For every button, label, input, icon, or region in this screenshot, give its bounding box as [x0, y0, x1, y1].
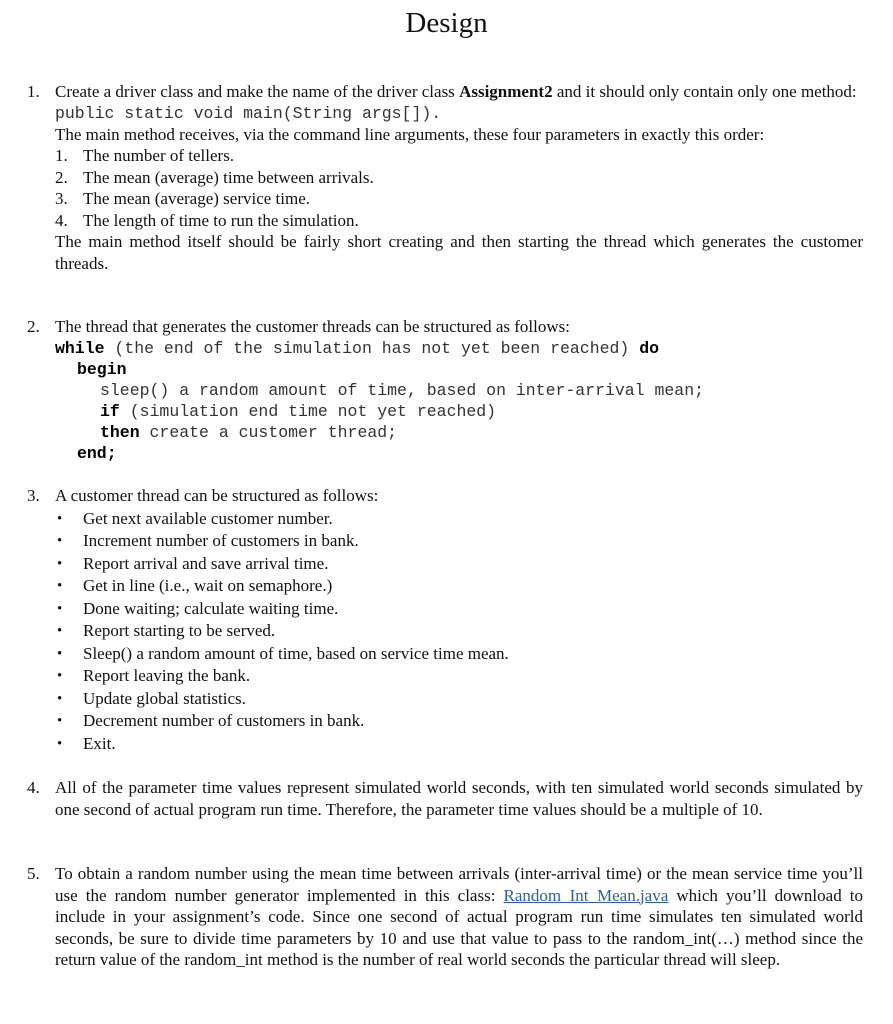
list-item: • Increment number of customers in bank. [55, 530, 863, 553]
bullet-icon: • [57, 533, 63, 549]
item-1-intro: Create a driver class and make the name of the driver class Assignment2 and it should only contain only one method: [55, 82, 857, 101]
bullet-icon: • [57, 623, 63, 639]
param-item: 3. The mean (average) service time. [55, 189, 311, 208]
item-number: 4. [27, 778, 40, 797]
param-item: 1. The number of tellers. [55, 146, 235, 165]
list-item: • Decrement number of customers in bank. [55, 710, 863, 733]
bullet-icon: • [57, 690, 63, 707]
bullet-icon: • [57, 600, 63, 617]
list-item: • Report arrival and save arrival time. [55, 553, 863, 576]
item-number: 5. [27, 864, 40, 883]
bullet-icon: • [57, 668, 63, 684]
item-3-intro: A customer thread can be structured as follows: [55, 486, 379, 505]
list-item: • Report leaving the bank. [55, 665, 863, 688]
code-while-line: while (the end of the simulation has not yet been reached) do [55, 338, 660, 358]
list-item: • Done waiting; calculate waiting time. [55, 598, 863, 621]
item-2-intro: The thread that generates the customer threads can be structured as follows: [55, 317, 570, 336]
bullet-icon: • [57, 645, 63, 662]
code-begin-line: begin [77, 359, 127, 379]
list-item: • Update global statistics. [55, 688, 863, 711]
param-item: 2. The mean (average) time between arrivals. [55, 167, 374, 187]
item-body [55, 316, 863, 464]
item-1-closing: The main method itself should be fairly short creating and then starting the thread which generates the customer threads. [55, 232, 863, 273]
bullet-icon: • [57, 713, 63, 729]
param-item: 4. The length of time to run the simulation. [55, 210, 359, 230]
bullet-icon: • [57, 578, 63, 594]
item-number: 3. [27, 486, 40, 505]
random-int-mean-link[interactable]: Random_Int_Mean.java [503, 885, 669, 905]
code-end-line: end; [77, 443, 117, 463]
item-body [55, 485, 863, 755]
item-5-text: To obtain a random number using the mean time between arrivals (inter-arrival time) or the mean service time you’ll use the random number generator implemented in this class: Random_Int_Mean.java which you’ll download to include in your assignment’s code. Since one second of actual program run time simulates ten simulated world seconds, be sure to divide time parameters by 10 and use that value to pass to the random_int(…) method since the return value of the random_int method is the number of real world seconds the particular thread will sleep. [55, 864, 864, 969]
page-title: Design [405, 7, 488, 39]
list-item: • Get next available customer number. [55, 508, 863, 531]
list-item: • Sleep() a random amount of time, based on service time mean. [55, 643, 863, 666]
list-item: • Get in line (i.e., wait on semaphore.) [55, 575, 863, 598]
list-item: • Exit. [55, 733, 863, 756]
driver-class-name: Assignment2 [459, 82, 553, 101]
code-then-line: then create a customer thread; [100, 422, 398, 442]
item-number: 1. [27, 82, 40, 101]
item-body [55, 81, 863, 274]
params-intro: The main method receives, via the command line arguments, these four parameters in exactly this order: [55, 124, 765, 144]
item-4-text: All of the parameter time values represent simulated world seconds, with ten simulated world seconds simulated by one second of actual program run time. Therefore, the parameter time values should be a multiple of 10. [55, 778, 863, 819]
bullet-icon: • [57, 510, 63, 527]
main-signature: public static void main(String args[]). [55, 103, 442, 123]
list-item: • Report starting to be served. [55, 620, 863, 643]
bullet-icon: • [57, 555, 63, 572]
code-sleep-line: sleep() a random amount of time, based on inter-arrival mean; [100, 380, 704, 400]
bullet-icon: • [57, 735, 63, 752]
item-number: 2. [27, 317, 40, 336]
code-if-line: if (simulation end time not yet reached) [100, 401, 497, 421]
